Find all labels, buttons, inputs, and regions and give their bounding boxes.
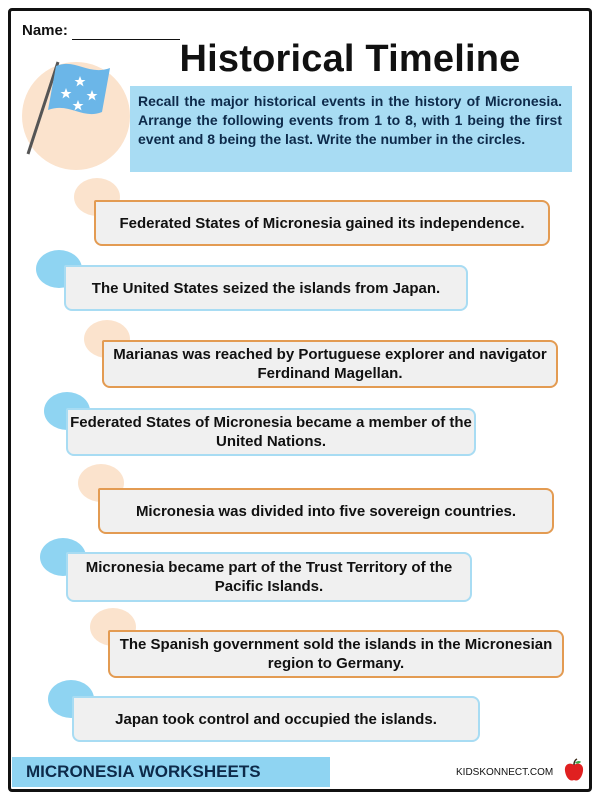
event-box-6: Micronesia became part of the Trust Territory of the Pacific Islands. bbox=[66, 552, 472, 602]
micronesia-flag-icon bbox=[18, 50, 128, 160]
event-box-1: Federated States of Micronesia gained its independence. bbox=[94, 200, 550, 246]
name-label: Name: bbox=[22, 22, 68, 39]
page-title: Historical Timeline bbox=[179, 38, 521, 80]
event-box-3: Marianas was reached by Portuguese explorer and navigator Ferdinand Magellan. bbox=[102, 340, 558, 388]
footer-site: KIDSKONNECT.COM bbox=[456, 767, 554, 778]
event-box-8: Japan took control and occupied the islands. bbox=[72, 696, 480, 742]
event-box-4: Federated States of Micronesia became a member of the United Nations. bbox=[66, 408, 476, 456]
footer-label: MICRONESIA WORKSHEETS bbox=[12, 757, 330, 787]
instructions-box: Recall the major historical events in the history of Micronesia. Arrange the following events from 1 to 8, with 1 being the first event and 8 being the last. Write the number in the circles. bbox=[130, 86, 572, 172]
event-box-7: The Spanish government sold the islands in the Micronesian region to Germany. bbox=[108, 630, 564, 678]
event-box-2: The United States seized the islands from Japan. bbox=[64, 265, 468, 311]
event-box-5: Micronesia was divided into five sovereign countries. bbox=[98, 488, 554, 534]
apple-logo-icon bbox=[562, 758, 586, 784]
